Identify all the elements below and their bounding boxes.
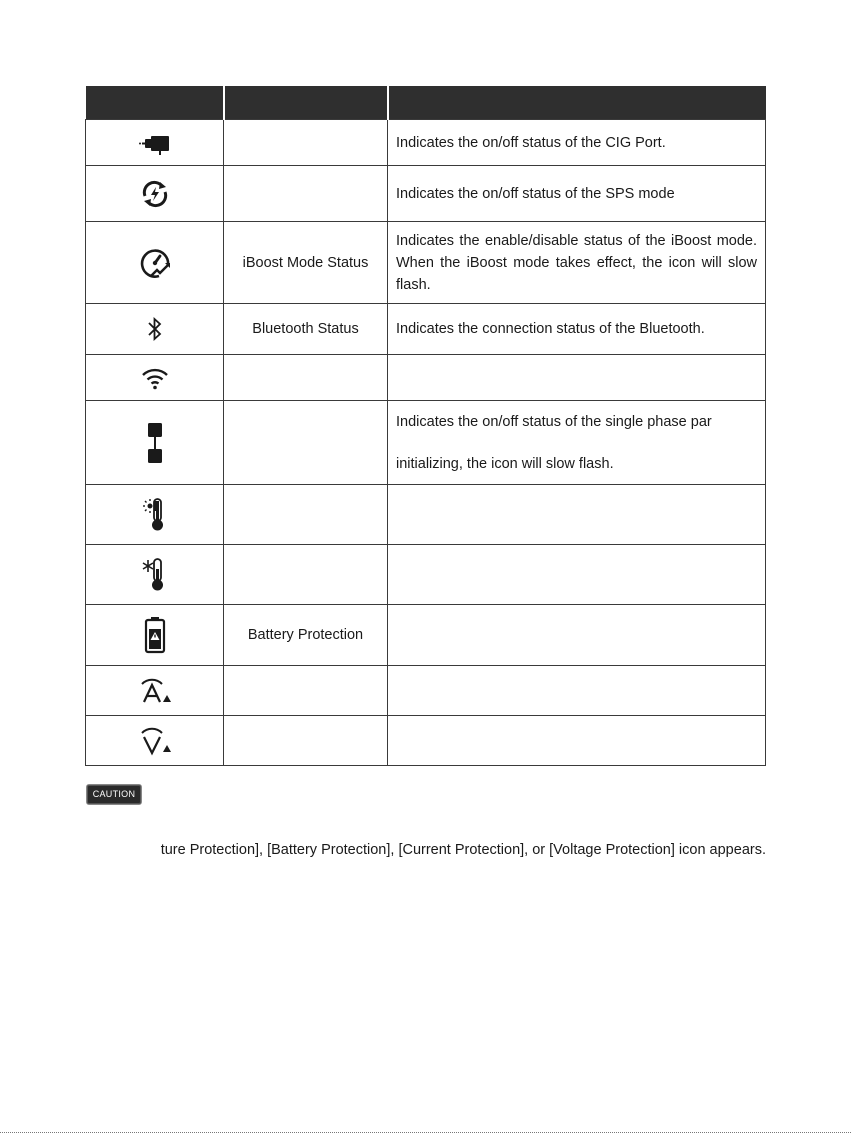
row-name	[224, 666, 388, 716]
sps-mode-icon	[138, 179, 172, 209]
table-row	[86, 605, 766, 666]
caution-badge: CAUTION	[86, 784, 142, 805]
bluetooth-icon	[145, 316, 165, 342]
row-description	[388, 545, 766, 605]
row-description-continued: initializing, the icon will slow flash.	[396, 455, 614, 472]
row-description: Indicates the on/off status of the CIG Port.	[388, 120, 766, 166]
row-name	[224, 485, 388, 545]
table-header-row	[86, 86, 766, 120]
row-description: Indicates the enable/disable status of the iBoost mode. When the iBoost mode takes effect, the icon will slow flash.	[388, 222, 766, 304]
row-description	[388, 485, 766, 545]
voltage-protection-icon	[138, 725, 172, 757]
row-name: Bluetooth Status	[224, 304, 388, 355]
icon-status-table	[85, 86, 766, 766]
battery-protection-icon	[144, 616, 166, 654]
table-row	[86, 666, 766, 716]
table-row	[86, 222, 766, 304]
row-description	[388, 605, 766, 666]
row-description	[388, 716, 766, 766]
table-row	[86, 401, 766, 485]
table-row	[86, 545, 766, 605]
table-row	[86, 716, 766, 766]
table-row	[86, 120, 766, 166]
cig-port-icon	[135, 131, 175, 155]
header-description-column	[388, 86, 766, 120]
caution-text: ture Protection], [Battery Protection], [Current Protection], or [Voltage Protection] icon appears.	[160, 842, 766, 858]
row-name	[224, 120, 388, 166]
table-row	[86, 166, 766, 222]
row-description: Indicates the connection status of the Bluetooth.	[388, 304, 766, 355]
low-temperature-icon	[142, 557, 168, 593]
row-name: Battery Protection	[224, 605, 388, 666]
row-name	[224, 166, 388, 222]
row-name	[224, 545, 388, 605]
high-temperature-icon	[142, 497, 168, 533]
table-row	[86, 304, 766, 355]
table-row	[86, 485, 766, 545]
row-description	[388, 666, 766, 716]
row-description	[388, 355, 766, 401]
row-name	[224, 355, 388, 401]
wifi-icon	[140, 365, 170, 391]
row-description: Indicates the on/off status of the single phase par	[396, 413, 712, 430]
header-name-column	[224, 86, 388, 120]
page-edge-divider	[0, 1132, 851, 1134]
row-description: Indicates the on/off status of the SPS mode	[388, 166, 766, 222]
header-icon-column	[86, 86, 224, 120]
parallel-icon	[145, 421, 165, 465]
row-name	[224, 401, 388, 485]
table-row	[86, 355, 766, 401]
row-name: iBoost Mode Status	[224, 222, 388, 304]
current-protection-icon	[138, 675, 172, 707]
row-name	[224, 716, 388, 766]
iboost-icon	[137, 245, 173, 281]
